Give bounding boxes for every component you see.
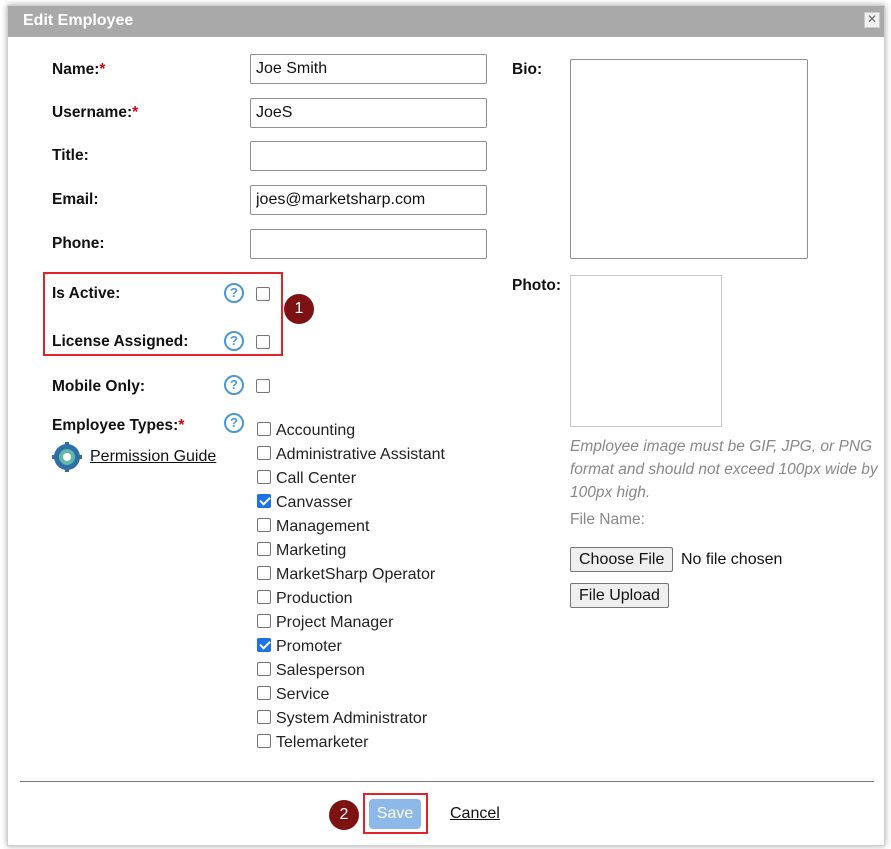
- phone-label: Phone:: [52, 235, 105, 252]
- no-file-chosen-text: No file chosen: [681, 551, 783, 568]
- employee-type-row[interactable]: [257, 442, 497, 466]
- photo-preview: [570, 275, 722, 427]
- employee-types-list: [257, 418, 497, 754]
- employee-type-label: Service: [276, 686, 330, 703]
- bio-textarea[interactable]: [570, 59, 808, 259]
- employee-type-label: Management: [276, 518, 370, 535]
- employee-type-row[interactable]: [257, 682, 497, 706]
- employee-type-row[interactable]: [257, 418, 497, 442]
- employee-type-checkbox[interactable]: [257, 542, 271, 556]
- is-active-label: Is Active:: [52, 285, 121, 302]
- employee-type-row[interactable]: [257, 562, 497, 586]
- gear-icon: [52, 442, 82, 472]
- photo-hint: Employee image must be GIF, JPG, or PNG format and should not exceed 100px wide by 100px high.: [570, 438, 878, 501]
- help-icon[interactable]: ?: [224, 331, 244, 351]
- employee-type-checkbox[interactable]: [257, 566, 271, 580]
- employee-type-row[interactable]: [257, 634, 497, 658]
- choose-file-button[interactable]: Choose File: [570, 547, 673, 572]
- cancel-link[interactable]: Cancel: [450, 805, 500, 822]
- employee-type-label: Marketing: [276, 542, 347, 559]
- file-name-label: File Name:: [570, 511, 645, 528]
- required-marker: *: [178, 417, 185, 434]
- license-assigned-label: License Assigned:: [52, 333, 189, 350]
- bio-label: Bio:: [512, 61, 543, 78]
- employee-type-row[interactable]: [257, 730, 497, 754]
- employee-type-row[interactable]: [257, 466, 497, 490]
- mobile-only-label: Mobile Only:: [52, 378, 145, 395]
- required-marker: *: [132, 104, 139, 121]
- required-marker: *: [99, 61, 106, 78]
- employee-type-label: Production: [276, 590, 353, 607]
- help-icon[interactable]: ?: [224, 283, 244, 303]
- edit-employee-dialog: [7, 5, 885, 846]
- employee-type-checkbox[interactable]: [257, 638, 271, 652]
- employee-type-checkbox[interactable]: [257, 590, 271, 604]
- employee-type-row[interactable]: [257, 514, 497, 538]
- name-input[interactable]: [250, 54, 487, 84]
- employee-type-row[interactable]: [257, 538, 497, 562]
- is-active-checkbox[interactable]: [256, 287, 270, 301]
- title-label: Title:: [52, 147, 89, 164]
- dialog-title: Edit Employee: [23, 12, 134, 29]
- employee-type-label: Accounting: [276, 422, 356, 439]
- employee-type-label: Administrative Assistant: [276, 446, 445, 463]
- username-label: Username:*: [52, 104, 139, 121]
- employee-type-label: MarketSharp Operator: [276, 566, 436, 583]
- employee-type-checkbox[interactable]: [257, 734, 271, 748]
- employee-type-label: Telemarketer: [276, 734, 369, 751]
- employee-type-checkbox[interactable]: [257, 614, 271, 628]
- employee-type-row[interactable]: [257, 586, 497, 610]
- employee-type-checkbox[interactable]: [257, 518, 271, 532]
- employee-type-row[interactable]: [257, 706, 497, 730]
- email-label: Email:: [52, 191, 99, 208]
- email-input[interactable]: [250, 185, 487, 215]
- footer-divider: [20, 781, 874, 782]
- employee-type-checkbox[interactable]: [257, 422, 271, 436]
- close-icon[interactable]: ✕: [864, 12, 880, 28]
- employee-type-label: Project Manager: [276, 614, 394, 631]
- mobile-only-checkbox[interactable]: [256, 379, 270, 393]
- employee-type-checkbox[interactable]: [257, 686, 271, 700]
- phone-input[interactable]: [250, 229, 487, 259]
- title-input[interactable]: [250, 141, 487, 171]
- employee-type-label: Canvasser: [276, 494, 353, 511]
- employee-type-checkbox[interactable]: [257, 470, 271, 484]
- step-badge-1: 1: [284, 294, 314, 324]
- employee-type-checkbox[interactable]: [257, 446, 271, 460]
- permission-guide-link[interactable]: Permission Guide: [90, 448, 217, 465]
- employee-type-label: Promoter: [276, 638, 342, 655]
- employee-type-checkbox[interactable]: [257, 494, 271, 508]
- employee-types-label: Employee Types:*: [52, 417, 185, 434]
- employee-type-label: System Administrator: [276, 710, 428, 727]
- employee-type-label: Call Center: [276, 470, 357, 487]
- file-upload-button[interactable]: File Upload: [570, 583, 669, 608]
- help-icon[interactable]: ?: [224, 413, 244, 433]
- employee-type-row[interactable]: [257, 610, 497, 634]
- employee-type-row[interactable]: [257, 490, 497, 514]
- license-assigned-checkbox[interactable]: [256, 335, 270, 349]
- employee-type-checkbox[interactable]: [257, 710, 271, 724]
- employee-type-checkbox[interactable]: [257, 662, 271, 676]
- employee-type-row[interactable]: [257, 658, 497, 682]
- help-icon[interactable]: ?: [224, 375, 244, 395]
- dialog-title-bar: [8, 6, 884, 37]
- username-input[interactable]: [250, 98, 487, 128]
- save-button[interactable]: Save: [369, 799, 421, 829]
- name-label: Name:*: [52, 61, 106, 78]
- photo-label: Photo:: [512, 277, 562, 294]
- step-badge-2: 2: [329, 800, 359, 830]
- employee-type-label: Salesperson: [276, 662, 365, 679]
